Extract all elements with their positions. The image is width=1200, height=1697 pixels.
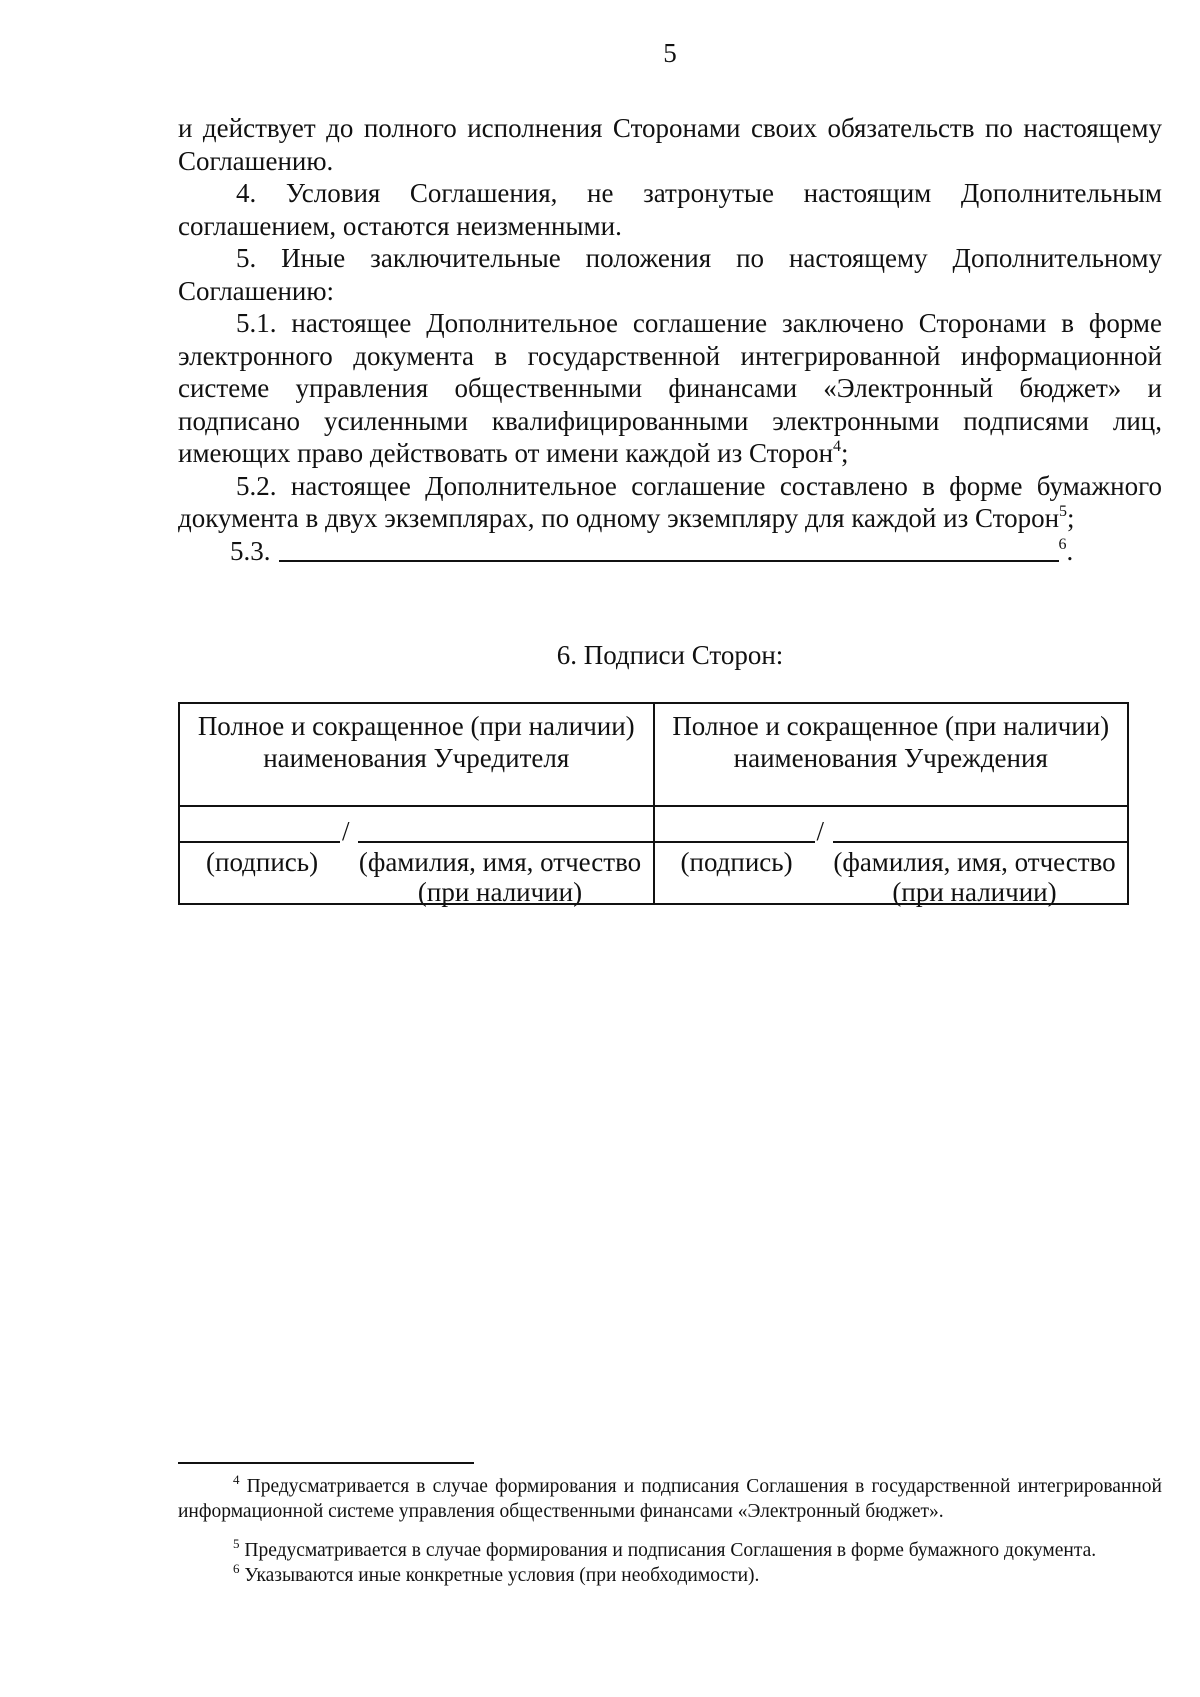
paragraph-continuation: и действует до полного исполнения Сторонами своих обязательств по настоящему Соглашению. (178, 113, 1162, 176)
paragraph-5-3 (178, 535, 1162, 568)
page-number: 5 (663, 38, 677, 68)
signature-blank (655, 821, 815, 843)
signatures-table (178, 702, 1129, 905)
institution-signature-cell (654, 806, 1129, 907)
footnote-ref-4: 4 (833, 438, 842, 455)
footnote-6-text: Указываются иные конкретные условия (при необходимости). (244, 1565, 760, 1586)
paragraph-5-2-text: 5.2. настоящее Дополнительное соглашение составлено в форме бумажного документа в двух экземплярах, по одному экземпляру для каждой из Сторон (178, 470, 1162, 533)
footnote-5-text: Предусматривается в случае формирования и подписания Соглашения в форме бумажного документа. (244, 1540, 1097, 1561)
founder-captions (180, 845, 653, 907)
footnote-ref-6: 6 (1058, 535, 1067, 553)
paragraph-5-2-end: ; (1067, 503, 1075, 533)
caption-signature: (подпись) (206, 847, 319, 877)
paragraph-4: 4. Условия Соглашения, не затронутые настоящим Дополнительным соглашением, остаются неизменными. (178, 178, 1162, 241)
footnote-4 (178, 1474, 1162, 1524)
institution-title-cell (654, 703, 1129, 806)
paragraph-5: 5. Иные заключительные положения по настоящему Дополнительному Соглашению: (178, 243, 1162, 306)
footnote-ref-5: 5 (1059, 503, 1068, 520)
footnote-mark-5: 5 (233, 1536, 240, 1551)
paragraph-5-1-end: ; (841, 438, 849, 468)
signatures-heading: 6. Подписи Сторон: (556, 640, 784, 670)
founder-title-cell (179, 703, 654, 806)
separator-slash: / (342, 816, 350, 846)
caption-full-name: (фамилия, имя, отчество (при наличии) (358, 847, 642, 907)
institution-title: Полное и сокращенное (при наличии) наименования Учреждения (672, 711, 1110, 773)
paragraph-5-3-end: . (1066, 535, 1074, 566)
paragraph-5-3-label: 5.3. (230, 535, 271, 566)
footnote-separator (178, 1462, 474, 1464)
table-row (179, 806, 1128, 904)
document-body (178, 112, 1162, 567)
footnote-mark-4: 4 (233, 1472, 240, 1487)
blank-fill-line (279, 536, 1059, 562)
caption-signature: (подпись) (680, 847, 793, 877)
paragraph-5-2 (178, 470, 1162, 535)
separator-slash: / (816, 816, 825, 846)
signature-blank (180, 821, 340, 843)
footnote-6 (178, 1563, 1162, 1588)
name-blank (833, 821, 1128, 843)
founder-signature-line (180, 807, 653, 845)
paragraph-5-1-text: 5.1. настоящее Дополнительное соглашение заключено Сторонами в форме электронного документа в государственной интегрированной информационной системе управления общественными финансами «Электронный бюджет» и подписано усиленными квалифицированными электронными подписями лиц, имеющих право действовать от имени каждой из Сторон (178, 308, 1162, 468)
founder-title: Полное и сокращенное (при наличии) наименования Учредителя (197, 711, 635, 773)
caption-full-name: (фамилия, имя, отчество (при наличии) (833, 847, 1116, 907)
table-row (179, 703, 1128, 806)
footnote-5 (178, 1538, 1162, 1563)
paragraph-5-1 (178, 307, 1162, 470)
institution-signature-line (655, 807, 1128, 845)
founder-signature-cell (179, 806, 654, 907)
institution-captions (655, 845, 1128, 907)
name-blank (358, 821, 653, 843)
footnote-4-text: Предусматривается в случае формирования и подписания Соглашения в государственной интегрированной информационной системе управления общественными финансами «Электронный бюджет». (178, 1476, 1162, 1522)
footnotes (178, 1474, 1162, 1588)
footnote-mark-6: 6 (233, 1561, 240, 1576)
